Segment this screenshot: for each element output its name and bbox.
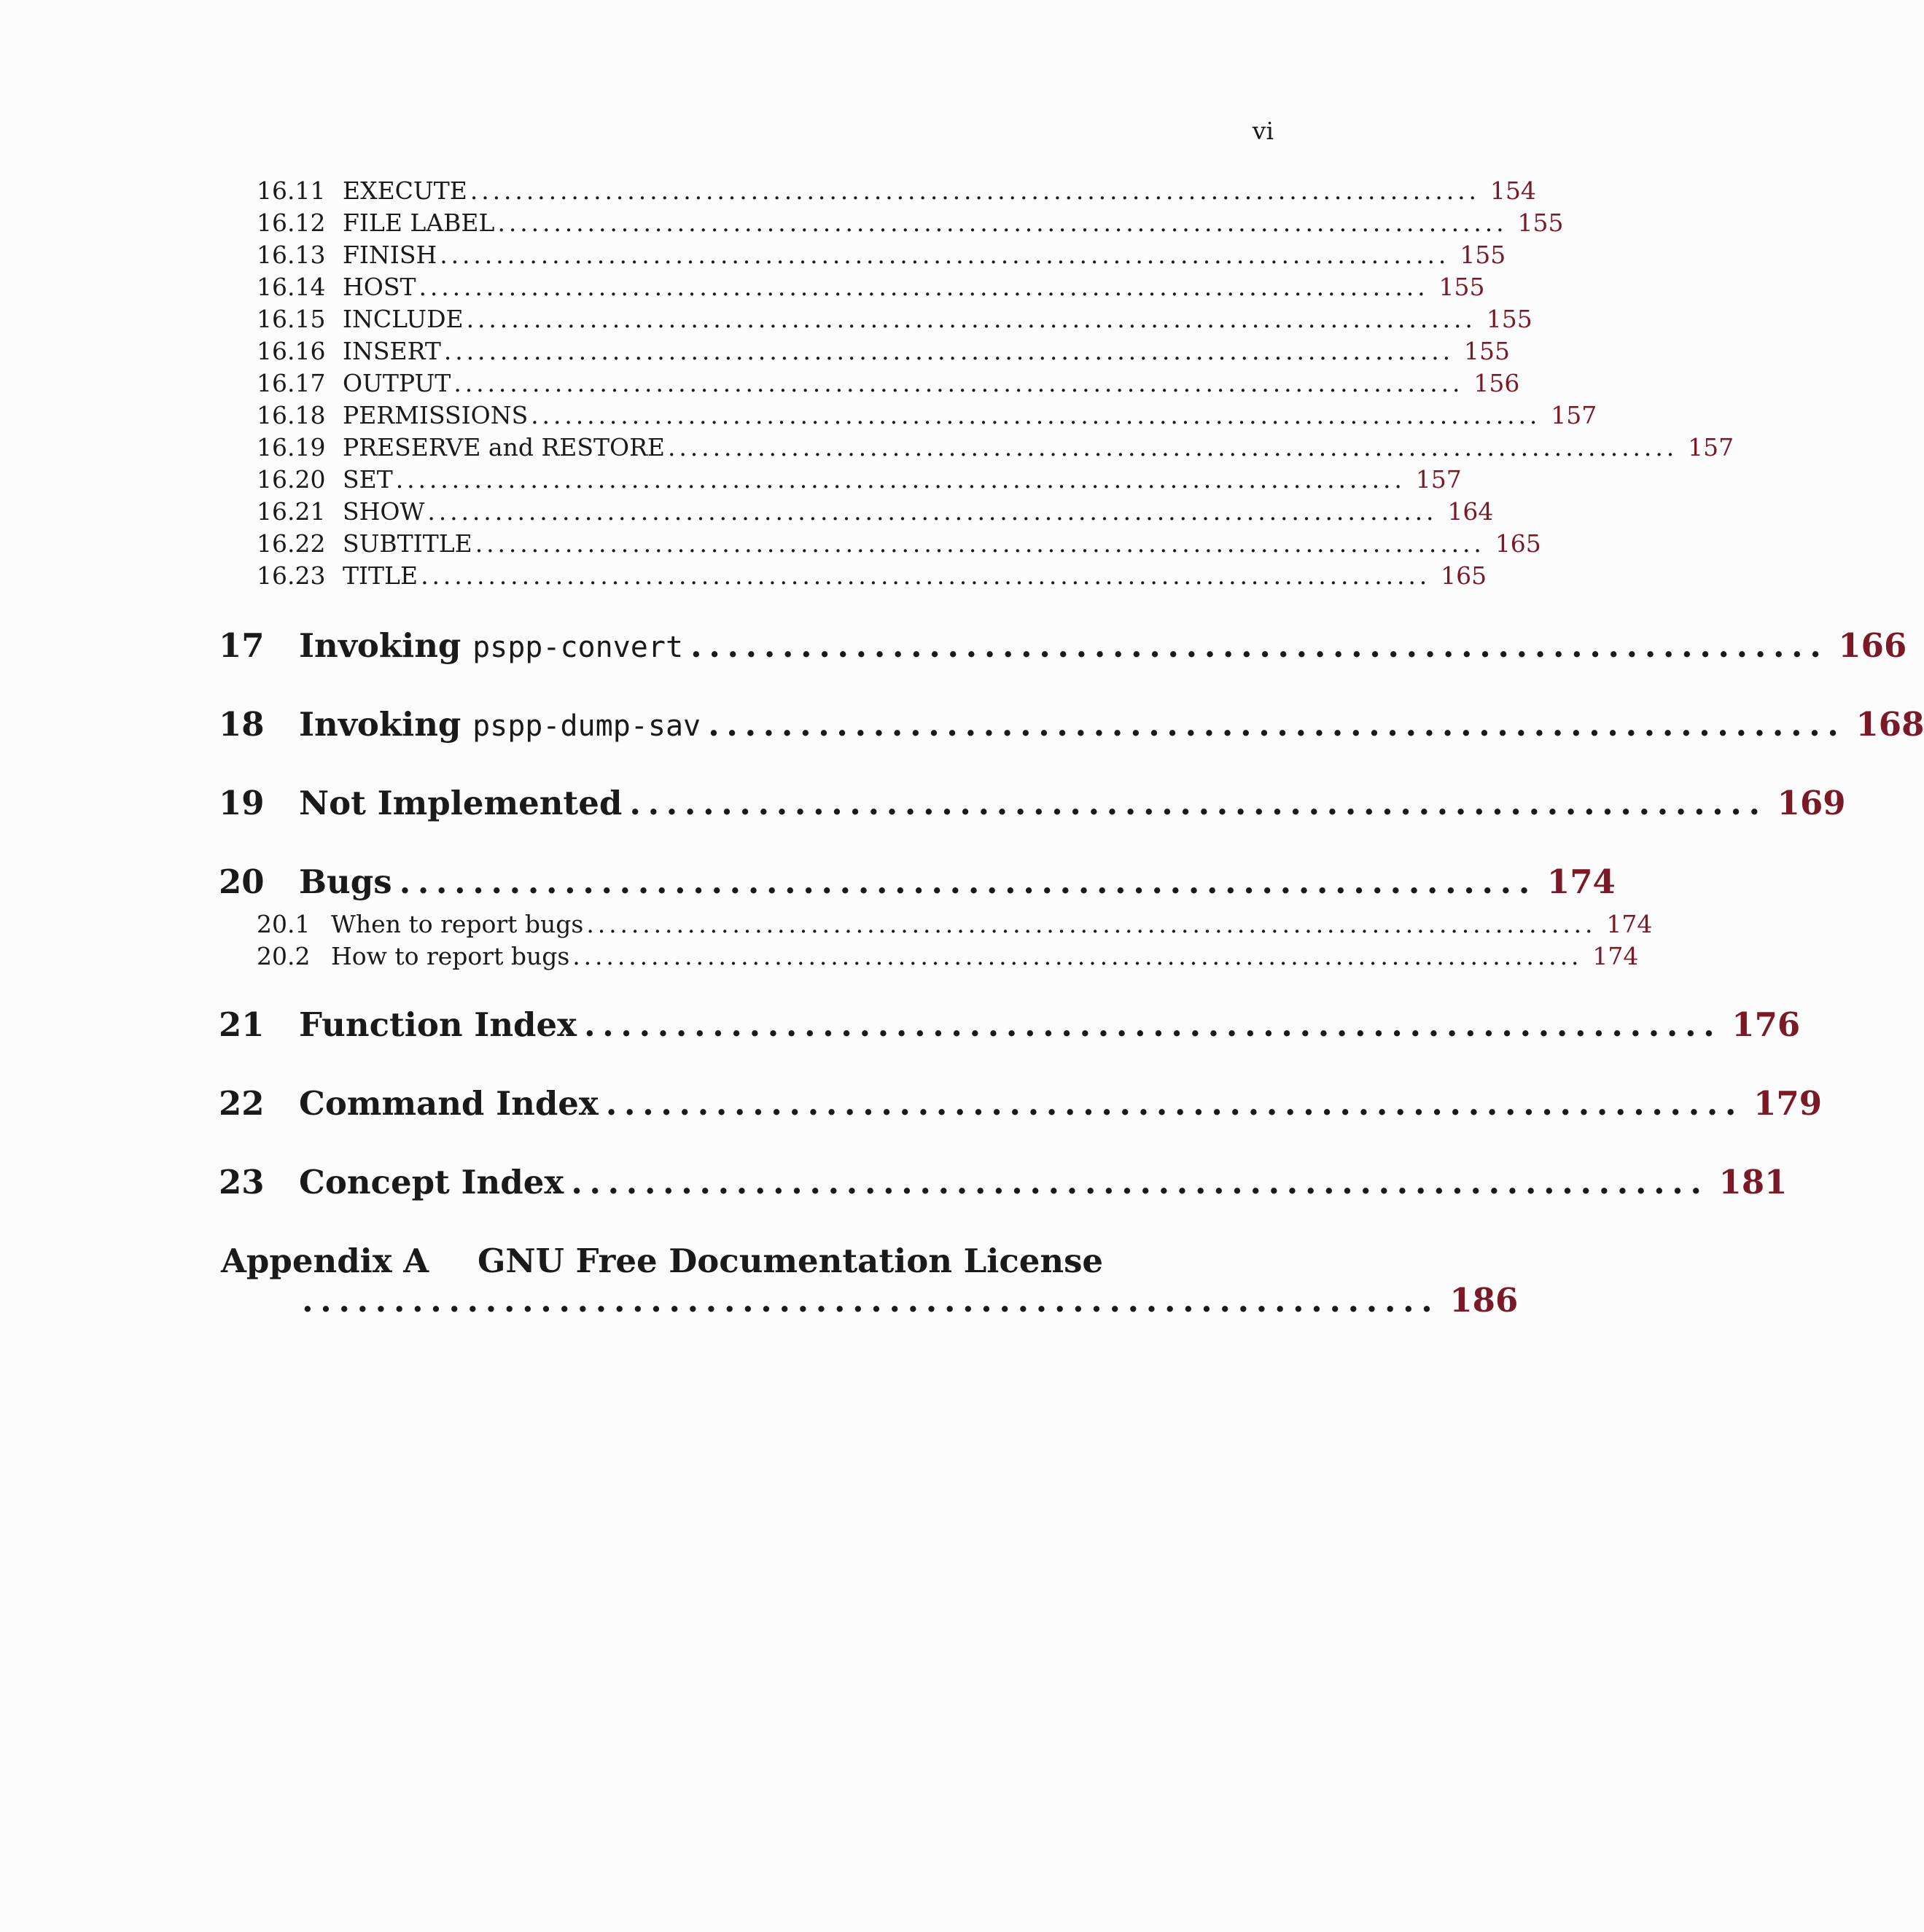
- page-link[interactable]: 165: [1441, 561, 1487, 590]
- toc-chapter-21[interactable]: [219, 1003, 1801, 1047]
- chapter-title-code: pspp-convert: [472, 631, 684, 664]
- dot-leader: ..........................................................................................: [418, 273, 1429, 301]
- page-link[interactable]: 157: [1415, 465, 1462, 494]
- page-link[interactable]: 165: [1495, 529, 1541, 558]
- dot-leader: ..........................................................................................: [586, 910, 1597, 938]
- section-number: 16.12: [257, 209, 326, 237]
- section-number: 16.14: [257, 273, 326, 301]
- section-title: PRESERVE and RESTORE: [343, 433, 666, 461]
- section-title: When to report bugs: [331, 910, 584, 938]
- page-link[interactable]: 174: [1546, 862, 1616, 901]
- section-number: 16.19: [257, 433, 326, 461]
- section-number: 16.13: [257, 241, 326, 269]
- dot-leader: ..............................................................: [302, 1281, 1440, 1320]
- page-link[interactable]: 155: [1463, 337, 1510, 365]
- chapter-number: 23: [219, 1163, 265, 1201]
- dot-leader: ..........................................................................................: [497, 209, 1508, 237]
- page-link[interactable]: 168: [1855, 705, 1924, 744]
- section-title: INCLUDE: [343, 305, 464, 333]
- toc-entry-16-15[interactable]: [257, 303, 1532, 335]
- chapter-number: 21: [219, 1005, 265, 1044]
- toc-entry-16-12[interactable]: [257, 207, 1564, 239]
- toc-appendix-page-line[interactable]: [302, 1279, 1519, 1323]
- page-link[interactable]: 155: [1517, 209, 1564, 237]
- dot-leader: ..........................................................................................: [421, 561, 1431, 590]
- dot-leader: ..............................................................: [690, 626, 1828, 665]
- toc-chapter-17[interactable]: [219, 624, 1907, 669]
- toc-chapter-19[interactable]: [219, 782, 1846, 825]
- page-link[interactable]: 164: [1447, 497, 1494, 526]
- chapter-number: 20: [219, 862, 265, 901]
- page-link[interactable]: 157: [1688, 433, 1734, 461]
- section-number: 16.22: [257, 529, 326, 558]
- toc-chapter-20[interactable]: [219, 860, 1616, 904]
- page-link[interactable]: 166: [1838, 626, 1907, 665]
- page-link[interactable]: 155: [1438, 273, 1485, 301]
- toc-entry-16-13[interactable]: [257, 239, 1506, 271]
- toc-appendix-heading[interactable]: [221, 1239, 1103, 1283]
- toc-chapter-18[interactable]: [219, 703, 1924, 748]
- dot-leader: ..............................................................: [708, 705, 1846, 744]
- chapter-title: Function Index: [299, 1005, 577, 1044]
- section-title: FINISH: [343, 241, 437, 269]
- chapter-title: Not Implemented: [299, 784, 623, 822]
- chapter-title: Command Index: [299, 1084, 599, 1123]
- page-link[interactable]: 155: [1460, 241, 1506, 269]
- section-number: 16.21: [257, 497, 326, 526]
- chapter-number: 19: [219, 784, 265, 822]
- toc-chapter-22[interactable]: [219, 1082, 1823, 1126]
- chapter-title: Invoking pspp-convert: [299, 626, 684, 665]
- dot-leader: ..............................................................: [629, 784, 1767, 822]
- dot-leader: ..............................................................: [399, 862, 1537, 901]
- page-link[interactable]: 174: [1606, 910, 1653, 938]
- dot-leader: ..........................................................................................: [475, 529, 1485, 558]
- chapter-number: 17: [219, 626, 265, 665]
- section-number: 20.1: [257, 910, 311, 938]
- appendix-title: GNU Free Documentation License: [478, 1242, 1104, 1280]
- toc-entry-20-2[interactable]: [257, 940, 1639, 973]
- dot-leader: ..............................................................: [605, 1084, 1744, 1123]
- chapter-number: 22: [219, 1084, 265, 1123]
- page-number: vi: [1252, 117, 1274, 145]
- page-link[interactable]: 179: [1753, 1084, 1823, 1123]
- section-number: 16.17: [257, 369, 326, 397]
- toc-entry-16-23[interactable]: [257, 560, 1487, 592]
- section-title: PERMISSIONS: [343, 401, 529, 429]
- toc-chapter-23[interactable]: [219, 1161, 1788, 1204]
- section-number: 16.16: [257, 337, 326, 365]
- toc-entry-16-17[interactable]: [257, 367, 1520, 400]
- dot-leader: ..........................................................................................: [470, 176, 1480, 205]
- section-number: 16.15: [257, 305, 326, 333]
- dot-leader: ..........................................................................................: [466, 305, 1476, 333]
- dot-leader: ..........................................................................................: [453, 369, 1464, 397]
- toc-entry-16-16[interactable]: [257, 335, 1510, 367]
- dot-leader: ..........................................................................................: [668, 433, 1678, 461]
- chapter-title-code: pspp-dump-sav: [472, 709, 701, 743]
- toc-entry-16-20[interactable]: [257, 464, 1462, 496]
- appendix-label: Appendix A: [221, 1242, 429, 1280]
- toc-entry-20-1[interactable]: [257, 908, 1653, 940]
- dot-leader: ..........................................................................................: [443, 337, 1454, 365]
- section-number: 16.18: [257, 401, 326, 429]
- chapter-number: 18: [219, 705, 265, 744]
- section-title: HOST: [343, 273, 416, 301]
- dot-leader: ..........................................................................................: [395, 465, 1406, 494]
- toc-entry-16-18[interactable]: [257, 400, 1597, 432]
- page-link[interactable]: 154: [1489, 176, 1536, 205]
- section-title: SET: [343, 465, 393, 494]
- chapter-title: Bugs: [299, 862, 392, 901]
- page-link[interactable]: 155: [1486, 305, 1532, 333]
- section-title: OUTPUT: [343, 369, 451, 397]
- section-number: 20.2: [257, 942, 311, 970]
- dot-leader: ..........................................................................................: [427, 497, 1438, 526]
- section-number: 16.11: [257, 176, 326, 205]
- page-link[interactable]: 176: [1732, 1005, 1801, 1044]
- dot-leader: ..........................................................................................: [531, 401, 1541, 429]
- section-number: 16.23: [257, 561, 326, 590]
- dot-leader: ..............................................................: [571, 1163, 1709, 1201]
- page-link[interactable]: 157: [1551, 401, 1597, 429]
- page-link[interactable]: 169: [1777, 784, 1846, 822]
- chapter-title: Invoking pspp-dump-sav: [299, 705, 701, 744]
- toc-entry-16-22[interactable]: [257, 528, 1541, 560]
- toc-entry-16-14[interactable]: [257, 271, 1485, 303]
- page-link[interactable]: 156: [1473, 369, 1520, 397]
- section-number: 16.20: [257, 465, 326, 494]
- page-link[interactable]: 186: [1449, 1281, 1519, 1320]
- section-title: INSERT: [343, 337, 441, 365]
- section-title: SUBTITLE: [343, 529, 472, 558]
- toc-entry-16-11[interactable]: [257, 175, 1536, 207]
- dot-leader: ..........................................................................................: [440, 241, 1450, 269]
- dot-leader: ..........................................................................................: [572, 942, 1583, 970]
- section-title: SHOW: [343, 497, 425, 526]
- section-title: EXECUTE: [343, 176, 467, 205]
- toc-entry-16-21[interactable]: [257, 496, 1494, 528]
- page-link[interactable]: 181: [1718, 1163, 1788, 1201]
- section-title: How to report bugs: [331, 942, 570, 970]
- dot-leader: ..............................................................: [583, 1005, 1722, 1044]
- toc-entry-16-19[interactable]: [257, 432, 1734, 464]
- chapter-title: Concept Index: [299, 1163, 564, 1201]
- section-title: FILE LABEL: [343, 209, 495, 237]
- page-link[interactable]: 174: [1592, 942, 1639, 970]
- section-title: TITLE: [343, 561, 418, 590]
